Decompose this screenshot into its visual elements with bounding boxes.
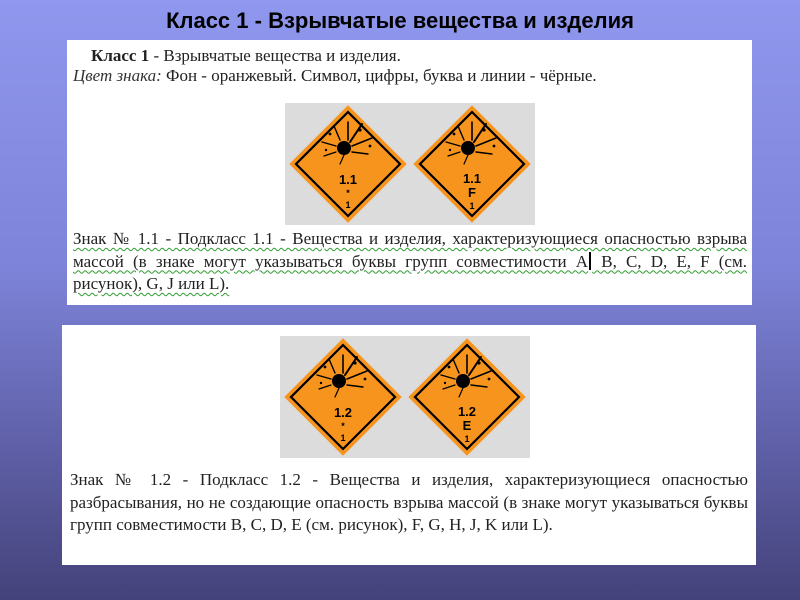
sign-compat-letter: F — [468, 185, 476, 200]
sign-images-1-1 — [285, 103, 535, 225]
slide-title: Класс 1 - Взрывчатые вещества и изделия — [166, 8, 634, 33]
hazard-sign-1-2 — [283, 337, 403, 457]
sign-color-text: Фон - оранжевый. Символ, цифры, буква и линии - чёрные. — [161, 66, 597, 85]
exploding-bomb-icon — [407, 337, 527, 457]
sign-compat-letter: * — [341, 421, 345, 431]
exploding-bomb-icon — [412, 104, 532, 224]
exploding-bomb-icon — [283, 337, 403, 457]
hazard-sign-1-2-e — [407, 337, 527, 457]
document-panel-class-1-2 — [62, 325, 756, 565]
description-text-cont: B, C, D, E, F (см. рисунок), G, J или L). — [73, 251, 747, 293]
sign-number: 1.1 — [338, 172, 358, 187]
sign-number: 1.2 — [457, 404, 477, 419]
sign-description-1-1 — [73, 228, 747, 296]
sign-class-digit: 1 — [345, 200, 351, 210]
hazard-sign-1-1 — [288, 104, 408, 224]
hazard-sign-1-1-f — [412, 104, 532, 224]
sign-class-digit: 1 — [469, 201, 475, 211]
exploding-bomb-icon — [288, 104, 408, 224]
sign-color-line — [73, 66, 597, 86]
sign-number: 1.1 — [462, 171, 482, 186]
text-cursor — [589, 252, 591, 270]
document-heading — [91, 46, 401, 66]
sign-color-label: Цвет знака: — [73, 66, 162, 85]
sign-description-1-2 — [70, 469, 748, 537]
sign-compat-letter: * — [346, 188, 350, 198]
sign-images-1-2 — [280, 336, 530, 458]
heading-text: - Взрывчатые вещества и изделия. — [149, 46, 401, 65]
sign-class-digit: 1 — [464, 434, 470, 444]
sign-compat-letter: E — [462, 418, 472, 433]
description-text: Знак № 1.2 - Подкласс 1.2 - Вещества и изделия, характеризующиеся опасностью разбрасывания, но не создающие опасность взрыва массой (в знаке могут указываться буквы групп совместимости B, C, D, E (см. рисунок), F, G, H, J, K или L). — [70, 470, 748, 534]
description-text: Знак № 1.1 - Подкласс 1.1 - Вещества и изделия, характеризующиеся опасностью взрыва массой (в знаке могут указываться буквы групп совместимости A — [73, 229, 747, 271]
heading-class-label: Класс 1 — [91, 46, 150, 65]
document-panel-class-1-1 — [67, 40, 752, 305]
sign-number: 1.2 — [333, 405, 353, 420]
sign-class-digit: 1 — [340, 433, 346, 443]
